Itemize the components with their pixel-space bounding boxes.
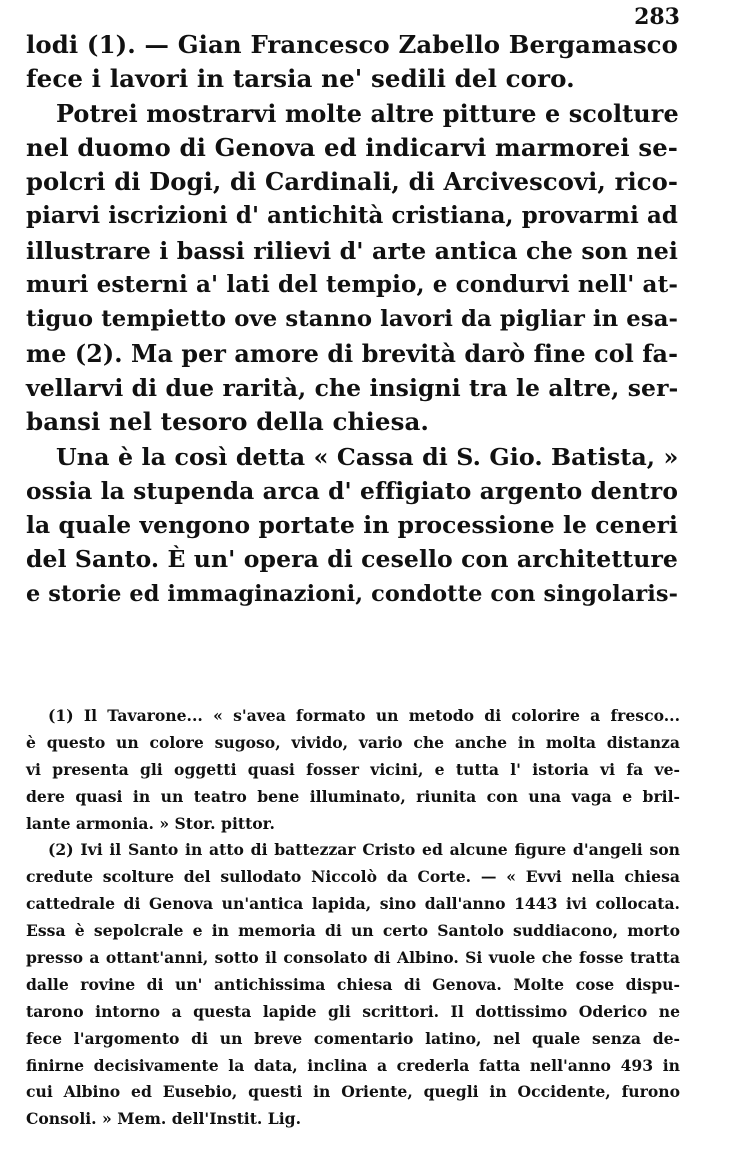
text-line: tiguo tempietto ove stanno lavori da pigliar in esa- [26, 306, 679, 333]
page-number: 283 [634, 4, 680, 30]
text-line: lodi (1). — Gian Francesco Zabello Bergamasco [26, 30, 678, 59]
footnote-line: lante armonia. » Stor. pittor. [26, 813, 275, 833]
footnote-line: presso a ottant'anni, sotto il consolato di Albino. Si vuole che fosse tratta [26, 948, 680, 968]
text-line: Una è la così detta « Cassa di S. Gio. Batista, » [56, 442, 679, 471]
footnote-line: fece l'argomento di un breve comentario latino, nel quale senza de- [26, 1028, 680, 1048]
footnote-line: finirne decisivamente la data, inclina a crederla fatta nell'anno 493 in [26, 1055, 680, 1075]
footnote-line: è questo un colore sugoso, vivido, vario che anche in molta distanza [26, 732, 680, 752]
text-line: e storie ed immaginazioni, condotte con singolaris- [26, 580, 678, 607]
text-line: del Santo. È un' opera di cesello con architetture [26, 545, 678, 574]
footnote-line: cattedrale di Genova un'antica lapida, sino dall'anno 1443 ivi collocata. [26, 894, 680, 914]
text-line: polcri di Dogi, di Cardinali, di Arcivescovi, rico- [26, 167, 678, 197]
text-line: bansi nel tesoro della chiesa. [26, 407, 430, 437]
footnote-line: Essa è sepolcrale e in memoria di un certo Santolo suddiacono, morto [26, 921, 680, 941]
text-line: me (2). Ma per amore di brevità darò fine col fa- [26, 339, 679, 368]
footnote-line: dalle rovine di un' antichissima chiesa di Genova. Molte cose dispu- [26, 974, 680, 994]
text-line: ossia la stupenda arca d' effigiato argento dentro [26, 476, 678, 505]
footnote-line: cui Albino ed Eusebio, questi in Oriente, quegli in Occidente, furono [26, 1082, 680, 1102]
text-line: Potrei mostrarvi molte altre pitture e scolture [56, 99, 679, 128]
footnote-line: (2) Ivi il Santo in atto di battezzar Cristo ed alcune figure d'angeli son [48, 840, 680, 860]
text-line: muri esterni a' lati del tempio, e condurvi nell' at- [26, 271, 678, 299]
footnote-line: tarono intorno a questa lapide gli scrittori. Il dottissimo Oderico ne [26, 1001, 680, 1021]
text-line: vellarvi di due rarità, che insigni tra le altre, ser- [26, 373, 679, 402]
text-line: fece i lavori in tarsia ne' sedili del coro. [26, 64, 575, 94]
text-line: nel duomo di Genova ed indicarvi marmorei se- [26, 132, 678, 162]
footnotes [26, 703, 680, 1133]
footnote-line: Consoli. » Mem. dell'Instit. Lig. [26, 1109, 302, 1129]
footnote-line: vi presenta gli oggetti quasi fosser vicini, e tutta l' istoria vi fa ve- [26, 759, 680, 779]
text-line: illustrare i bassi rilievi d' arte antica che son nei [26, 236, 678, 265]
footnote-line: dere quasi in un teatro bene illuminato, riunita con una vaga e bril- [26, 786, 680, 806]
text-line: la quale vengono portate in processione le ceneri [26, 511, 678, 540]
footnote-line: (1) Il Tavarone... « s'avea formato un metodo di colorire a fresco... [48, 706, 680, 725]
text-line: piarvi iscrizioni d' antichità cristiana, provarmi ad [26, 203, 678, 230]
main-text [26, 28, 678, 611]
footnote-line: credute scolture del sullodato Niccolò da Corte. — « Evvi nella chiesa [26, 867, 680, 887]
